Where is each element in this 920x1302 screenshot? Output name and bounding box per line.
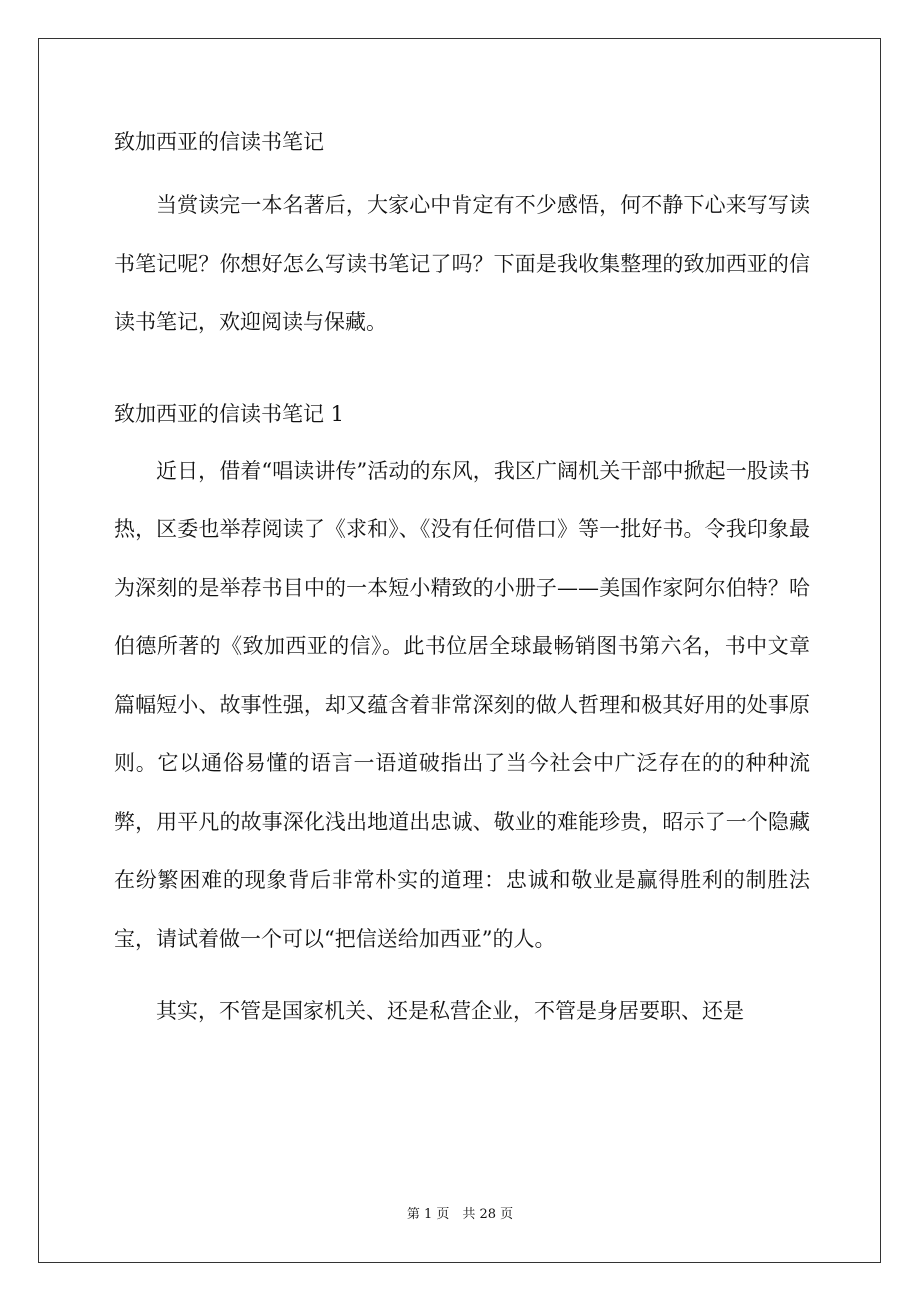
spacer: [114, 162, 810, 176]
spacer: [114, 352, 810, 394]
spacer: [114, 434, 810, 442]
section-title: 致加西亚的信读书笔记 1: [114, 401, 345, 426]
intro-paragraph: 当赏读完一本名著后，大家心中肯定有不少感悟，何不静下心来写写读书笔记呢？你想好怎么写读书笔记了吗？下面是我收集整理的致加西亚的信读书笔记，欢迎阅读与保藏。: [114, 193, 810, 334]
document-body: [114, 122, 810, 1041]
document-title: 致加西亚的信读书笔记: [114, 130, 324, 154]
page-footer: 第 1 页 共 28 页: [406, 1207, 514, 1222]
body-paragraph-2: 其实，不管是国家机关、还是私营企业，不管是身居要职、还是: [156, 999, 744, 1023]
body-paragraph-1: 近日，借着“唱读讲传”活动的东风，我区广阔机关干部中掀起一股读书热，区委也举荐阅读了《求和》、《没有任何借口》等一批好书。令我印象最为深刻的是举荐书目中的一本短小精致的小册子——美国作家阿尔伯特？哈伯德所著的《致加西亚的信》。此书位居全球最畅销图书第六名，书中文章篇幅短小、故事性强，却又蕴含着非常深刻的做人哲理和极其好用的处事原则。它以通俗易懂的语言一语道破指出了当今社会中广泛存在的的种种流弊，用平凡的故事深化浅出地道出忠诚、敬业的难能珍贵，昭示了一个隐藏在纷繁困难的现象背后非常朴实的道理：忠诚和敬业是赢得胜利的制胜法宝，请试着做一个可以“把信送给加西亚”的人。: [114, 458, 810, 951]
spacer: [114, 968, 810, 982]
